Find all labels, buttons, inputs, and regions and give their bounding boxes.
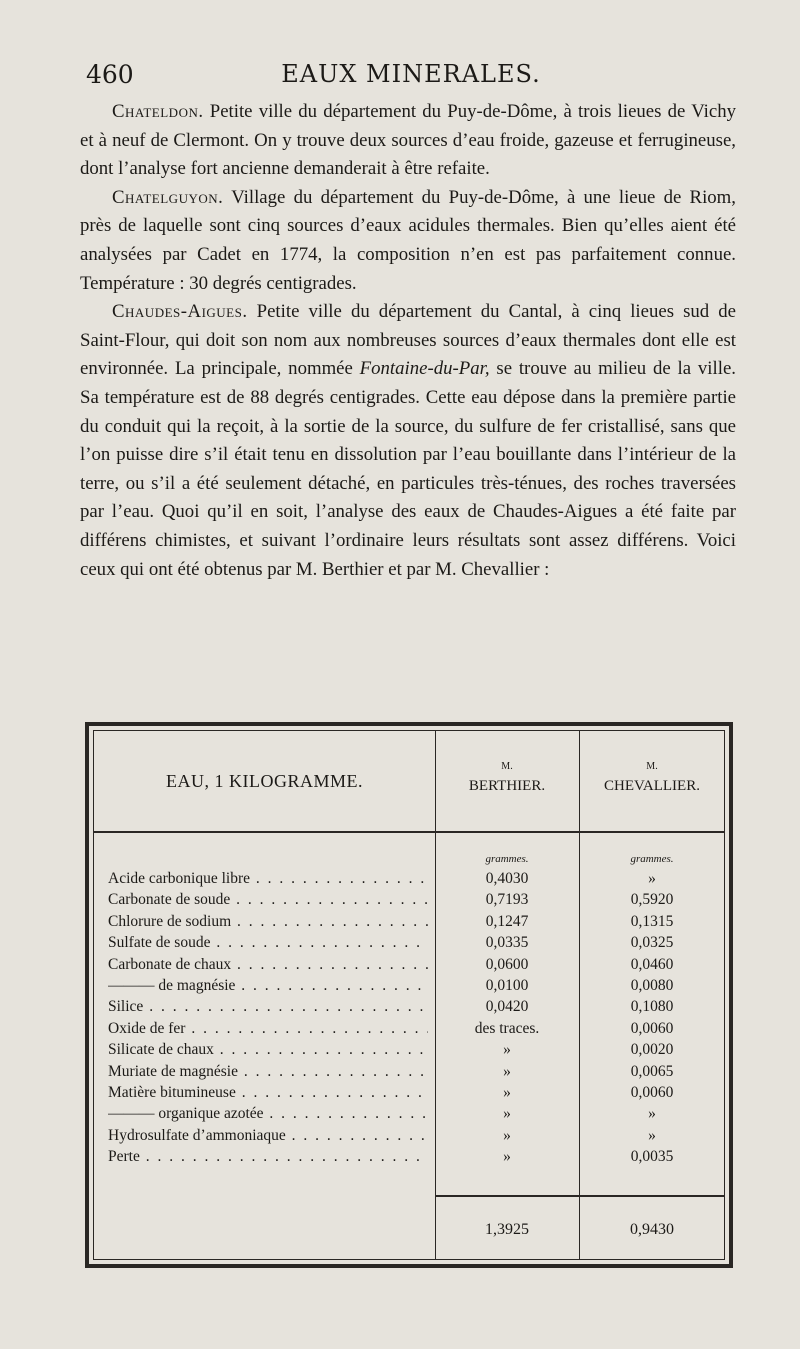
substance-name: Chlorure de sodium . . . [108, 913, 428, 931]
berthier-value: des traces. [474, 1019, 540, 1037]
total-divider [435, 1195, 724, 1197]
chevallier-value: » [648, 1126, 656, 1144]
substance-name: Oxide de fer . . . [108, 1020, 428, 1038]
chevallier-value: 0,0060 [630, 1083, 674, 1101]
entry-chatelguyon [80, 184, 736, 298]
berthier-value: 0,0100 [485, 976, 529, 994]
substance-name: Sulfate de soude . . . [108, 934, 428, 952]
unit-label-chevallier: grammes. [630, 853, 674, 865]
table-row [94, 1063, 724, 1084]
table-row [94, 870, 724, 891]
table-rows [94, 870, 724, 1169]
substance-name: Silice . . . [108, 998, 428, 1016]
column-header-substance: EAU, 1 KILOGRAMME. [166, 771, 363, 791]
body-text [80, 98, 736, 584]
table-inner [93, 730, 725, 1260]
table-row [94, 1020, 724, 1041]
total-berthier: 1,3925 [485, 1221, 529, 1238]
berthier-value: » [503, 1148, 511, 1166]
table-row [94, 977, 724, 998]
entry-text: Petite ville du département du Puy-de-Dôme, à trois lieues de Vichy et à neuf de Clermont. On y trouve deux sources d’eau froide, gazeuse et ferrugineuse, dont l’analyse fort ancienne demanderait à être refaite. [80, 101, 736, 180]
berthier-value: 0,0420 [485, 998, 529, 1016]
substance-name: ——— de magnésie . . . [108, 977, 428, 995]
chevallier-value: 0,0325 [630, 934, 674, 952]
chevallier-value: » [648, 1105, 656, 1123]
chevallier-value: 0,1315 [630, 912, 674, 930]
berthier-value: » [503, 1126, 511, 1144]
entry-title: Chateldon. [112, 101, 204, 122]
entry-chateldon [80, 98, 736, 184]
chevallier-value: 0,1080 [630, 998, 674, 1016]
substance-name: Hydrosulfate d’ammoniaque . . . [108, 1127, 428, 1145]
header-prefix: M. [501, 761, 513, 772]
chevallier-value: 0,0460 [630, 955, 674, 973]
entry-text-part: se trouve au milieu de la ville. Sa température est de 88 degrés centigrades. Cette eau dépose dans la première partie du conduit qui la reçoit, à la sortie de la source, du sulfure de fer cristallisé, sans que l’on puisse dire s’il était tenu en dissolution par l’eau bouillante dans l’intérieur de la terre, ou s’il a été seulement détaché, en particules très-ténues, des roches traversées par l’eau. Quoi qu’il en soit, l’analyse des eaux de Chaudes-Aigues a été faite par différens chimistes, et suivant l’ordinaire leurs résultats sont assez différens. Voici ceux qui ont été obtenus par M. Berthier et par M. Chevallier : [80, 358, 736, 580]
entry-text: Village du département du Puy-de-Dôme, à une lieue de Riom, près de laquelle sont cinq sources d’eaux acidules thermales. Bien qu’elles aient été analysées par Cadet en 1774, la composition n’en est pas parfaitement connue. Température : 30 degrés centigrades. [80, 186, 736, 294]
chevallier-value: » [648, 870, 656, 887]
chevallier-value: 0,0080 [630, 976, 674, 994]
table-row [94, 1041, 724, 1062]
substance-name: Carbonate de chaux . . . [108, 956, 428, 974]
table-row [94, 1127, 724, 1148]
berthier-value: » [503, 1062, 511, 1080]
berthier-value: » [503, 1083, 511, 1101]
chevallier-value: 0,0060 [630, 1019, 674, 1037]
entry-text-part: Petite ville du département du Cantal, à cinq lieues sud de Saint-Flour, qui doit son nom aux nombreuses sources d’eaux thermales dont elle est environnée. La principale, nommée [80, 301, 736, 380]
chevallier-value: 0,5920 [630, 891, 674, 909]
table-row [94, 1105, 724, 1126]
table-row [94, 934, 724, 955]
running-title: EAUX MINERALES. [281, 60, 541, 88]
chevallier-value: 0,0035 [630, 1148, 674, 1166]
entry-title: Chaudes-Aigues. [112, 301, 248, 323]
header-label: CHEVALLIER. [604, 778, 700, 794]
table-row [94, 1084, 724, 1105]
entry-title: Chatelguyon. [112, 186, 224, 208]
page-number: 460 [86, 60, 134, 89]
total-chevallier: 0,9430 [630, 1221, 674, 1238]
table-row [94, 1148, 724, 1169]
analysis-table [85, 722, 733, 1268]
berthier-value: 0,7193 [485, 891, 529, 909]
berthier-value: 0,0335 [485, 934, 529, 952]
table-row [94, 913, 724, 934]
header-prefix: M. [646, 761, 658, 772]
substance-name: Perte . . . [108, 1148, 428, 1166]
berthier-value: » [503, 1105, 511, 1123]
chevallier-value: 0,0020 [630, 1041, 674, 1059]
berthier-value: 0,1247 [485, 912, 529, 930]
berthier-value: 0,0600 [485, 955, 529, 973]
table-row [94, 956, 724, 977]
header-label: BERTHIER. [468, 778, 546, 794]
substance-name: Silicate de chaux . . . [108, 1041, 428, 1059]
substance-name: Acide carbonique libre . . . [108, 870, 428, 888]
totals-row [94, 1221, 724, 1241]
column-header-chevallier [579, 761, 725, 795]
header-divider [94, 831, 724, 833]
substance-name: Muriate de magnésie . . . [108, 1063, 428, 1081]
chevallier-value: 0,0065 [630, 1062, 674, 1080]
page-header [86, 60, 736, 96]
table-row [94, 891, 724, 912]
unit-label-berthier: grammes. [485, 853, 529, 865]
column-header-berthier [435, 761, 579, 795]
berthier-value: 0,4030 [485, 870, 529, 887]
table-row [94, 998, 724, 1019]
substance-name: Matière bitumineuse . . . [108, 1084, 428, 1102]
berthier-value: » [503, 1041, 511, 1059]
source-name: Fontaine-du-Par, [359, 358, 490, 380]
substance-name: ——— organique azotée . . . [108, 1105, 428, 1123]
entry-chaudes-aigues [80, 298, 736, 584]
substance-name: Carbonate de soude . . . [108, 891, 428, 909]
